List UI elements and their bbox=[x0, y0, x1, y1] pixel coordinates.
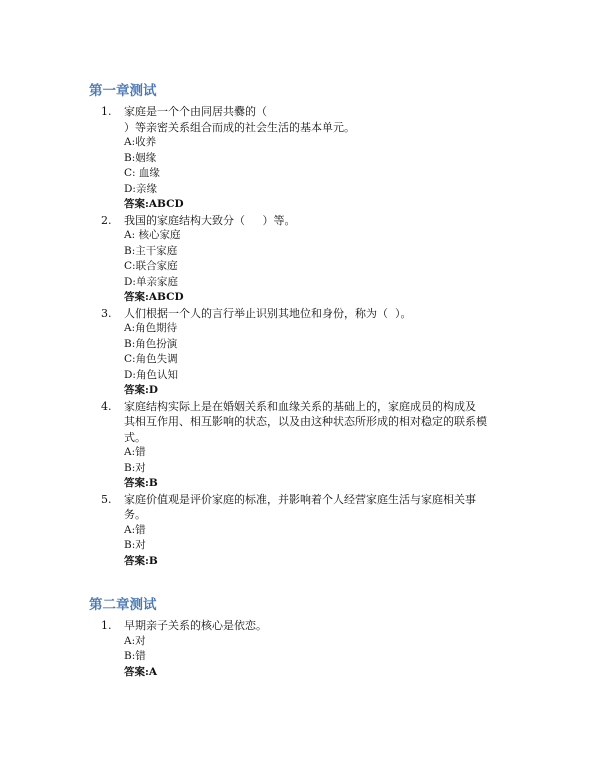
chapter-2 bbox=[89, 596, 529, 680]
option: A:对 bbox=[124, 634, 146, 647]
question-text: 我国的家庭结构大致分（ ）等。 bbox=[124, 213, 296, 227]
chapter-title: 第一章测试 bbox=[89, 83, 157, 99]
answer: 答案:D bbox=[124, 384, 158, 396]
question-1 bbox=[89, 618, 529, 680]
option: C: 血缘 bbox=[124, 167, 160, 179]
options-list bbox=[124, 445, 529, 476]
chapter-1 bbox=[89, 82, 529, 569]
question-2 bbox=[89, 213, 529, 306]
question-number: 3. bbox=[101, 306, 112, 320]
answer: 答案:ABCD bbox=[124, 198, 184, 210]
question-text: 家庭价值观是评价家庭的标准，并影响着个人经营家庭生活与家庭相关事 务。 bbox=[124, 492, 476, 521]
options-list bbox=[124, 135, 529, 197]
question-text: 人们根据一个人的言行举止识别其地位和身份，称为（ ）。 bbox=[124, 306, 412, 320]
options-list bbox=[124, 634, 529, 665]
option: B:角色扮演 bbox=[124, 337, 178, 350]
question-3 bbox=[89, 306, 529, 399]
option: A:错 bbox=[124, 523, 146, 536]
question-number: 5. bbox=[101, 492, 112, 506]
option: A:收养 bbox=[124, 136, 157, 148]
options-list bbox=[124, 228, 529, 290]
question-text: 家庭结构实际上是在婚姻关系和血缘关系的基础上的，家庭成员的构成及 其相互作用、相互影响的状态，以及由这种状态所形成的相对稳定的联系模 式。 bbox=[124, 399, 487, 444]
question-number: 4. bbox=[101, 399, 112, 413]
answer: 答案:ABCD bbox=[124, 291, 184, 303]
option: D:亲缘 bbox=[124, 182, 157, 195]
option: C:联合家庭 bbox=[124, 260, 178, 272]
option: D:角色认知 bbox=[124, 368, 178, 381]
question-number: 1. bbox=[101, 619, 112, 632]
option: B:对 bbox=[124, 539, 146, 551]
question-number: 2. bbox=[101, 213, 112, 227]
option: C:角色失调 bbox=[124, 353, 178, 365]
answer: 答案:B bbox=[124, 554, 158, 567]
option: A:角色期待 bbox=[124, 322, 178, 334]
option: A:错 bbox=[124, 446, 146, 458]
option: D:单亲家庭 bbox=[124, 275, 178, 288]
question-text: 早期亲子关系的核心是依恋。 bbox=[124, 619, 267, 632]
question-4 bbox=[89, 399, 529, 492]
option: B:主干家庭 bbox=[124, 244, 178, 257]
option: A: 核心家庭 bbox=[124, 229, 181, 241]
question-1 bbox=[89, 104, 529, 213]
question-text: 家庭是一个个由同居共爨的（ ）等亲密关系组合而成的社会生活的基本单元。 bbox=[124, 105, 355, 134]
option: B:对 bbox=[124, 461, 146, 474]
answer: 答案:B bbox=[124, 477, 158, 489]
options-list bbox=[124, 523, 529, 554]
question-number: 1. bbox=[101, 105, 112, 118]
question-5 bbox=[89, 492, 529, 570]
answer: 答案:A bbox=[124, 665, 158, 678]
option: B:姻缘 bbox=[124, 151, 157, 164]
chapter-title: 第二章测试 bbox=[89, 597, 157, 613]
option: B:错 bbox=[124, 650, 146, 662]
options-list bbox=[124, 321, 529, 383]
